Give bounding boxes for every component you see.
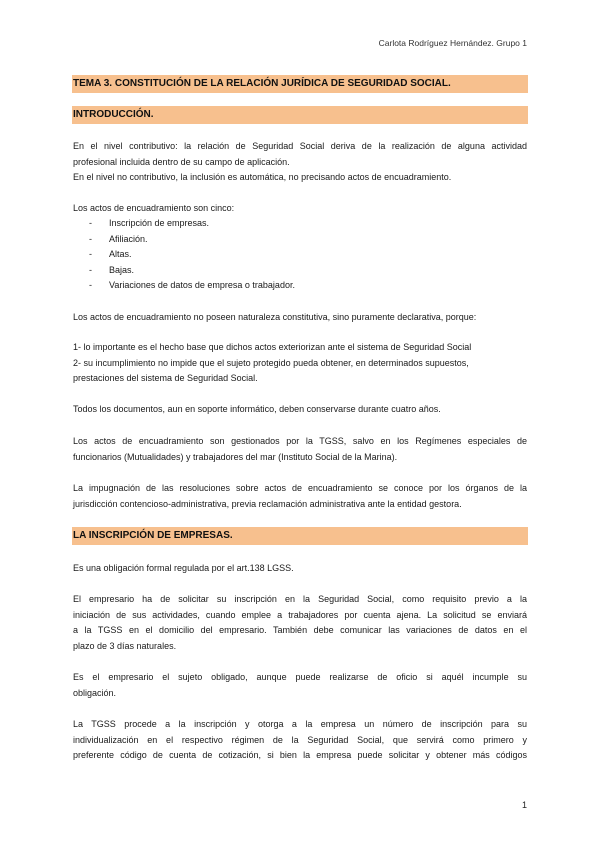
page-number: 1 — [521, 800, 527, 810]
text-line: preferente código de cuenta de cotización, si bien la empresa puede solicitar y obtener más códigos — [73, 750, 527, 761]
section-heading-introduccion: INTRODUCCIÓN. — [72, 106, 528, 124]
text-line: plazo de 3 días naturales. — [73, 640, 177, 651]
text-line: iniciación de sus actividades, cuando emplee a trabajadores por cuenta ajena. La solicitud se enviará — [73, 609, 527, 620]
list-item: - Afiliación. — [89, 233, 148, 244]
paragraph-actos-cinco: Los actos de encuadramiento son cinco: — [73, 203, 235, 213]
text-line: La impugnación de las resoluciones sobre actos de encuadramiento se conoce por los órganos de la — [73, 483, 527, 493]
text-line: Los actos de encuadramiento son gestionados por la TGSS, salvo en los Regímenes especiales de — [73, 436, 527, 446]
paragraph-documentos: Todos los documentos, aun en soporte informático, deben conservarse durante cuatro años. — [73, 404, 441, 414]
paragraph-empresario — [73, 592, 527, 654]
list-item: - Variaciones de datos de empresa o trabajador. — [89, 280, 295, 291]
paragraph-tgss-inscripcion — [73, 717, 527, 764]
paragraph-obligacion: Es una obligación formal regulada por el art.138 LGSS. — [73, 563, 294, 573]
text-line: El empresario ha de solicitar su inscripción en la Seguridad Social, como requisito previo a la — [73, 594, 527, 604]
list-item: - Altas. — [89, 249, 132, 260]
paragraph-naturaleza: Los actos de encuadramiento no poseen naturaleza constitutiva, sino puramente declarativa, porque: — [73, 312, 477, 322]
text-line: Es el empresario el sujeto obligado, aunque puede realizarse de oficio si aquél incumple su — [73, 672, 527, 682]
paragraph-impugnacion — [73, 481, 527, 512]
text-line: prestaciones del sistema de Seguridad Social. — [73, 373, 258, 384]
text-line: a la TGSS en el domicilio del empresario. También debe comunicar las variaciones de datos en el — [73, 625, 527, 636]
list-item: - Bajas. — [89, 264, 135, 275]
list-item: - Inscripción de empresas. — [89, 218, 210, 228]
text-line: profesional incluida dentro de su campo de aplicación. — [73, 156, 290, 167]
text-line: 1- lo importante es el hecho base que dichos actos exteriorizan ante el sistema de Seguridad Social — [73, 342, 472, 352]
section-heading-inscripcion: LA INSCRIPCIÓN DE EMPRESAS. — [72, 527, 528, 545]
page-header: Carlota Rodríguez Hernández. Grupo 1 — [378, 38, 527, 48]
text-line: En el nivel contributivo: la relación de Seguridad Social deriva de la realización de alguna actividad — [73, 141, 527, 151]
text-line: jurisdicción contencioso-administrativa, previa reclamación administrativa ante la entidad gestora. — [73, 498, 462, 509]
text-line: En el nivel no contributivo, la inclusión es automática, no precisando actos de encuadramiento. — [73, 172, 452, 183]
document-title: TEMA 3. CONSTITUCIÓN DE LA RELACIÓN JURÍDICA DE SEGURIDAD SOCIAL. — [72, 75, 528, 93]
paragraph-razones — [73, 340, 527, 387]
paragraph-tgss — [73, 434, 527, 465]
text-line: La TGSS procede a la inscripción y otorga a la empresa un número de inscripción para su — [73, 719, 527, 729]
text-line: obligación. — [73, 687, 117, 698]
text-line: individualización en el respectivo régimen de la Seguridad Social, que servirá como primero y — [73, 734, 527, 745]
text-line: 2- su incumplimiento no impide que el sujeto protegido pueda obtener, en determinados supuestos, — [73, 357, 469, 368]
actos-list — [73, 216, 527, 294]
text-line: funcionarios (Mutualidades) y trabajadores del mar (Instituto Social de la Marina). — [73, 451, 398, 462]
paragraph-sujeto-obligado — [73, 670, 527, 701]
paragraph-nivel-contributivo — [73, 139, 527, 186]
